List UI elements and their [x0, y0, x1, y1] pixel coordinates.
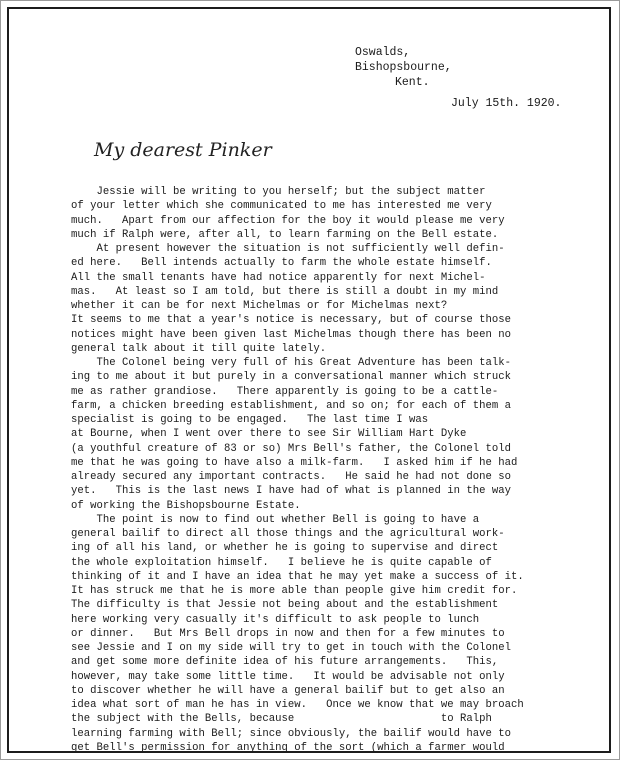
body-line: me as rather grandiose. There apparently is going to be a cattle- — [71, 385, 499, 398]
body-line: of your letter which she communicated to me has interested me very — [71, 200, 492, 213]
letter-body — [71, 185, 611, 755]
body-line: The point is now to find out whether Bell is going to have a — [71, 513, 480, 526]
body-line: here working very casually it's difficult to ask people to lunch — [71, 613, 480, 626]
body-line: ed here. Bell intends actually to farm the whole estate himself. — [71, 257, 492, 270]
letter-sheet — [7, 7, 611, 753]
body-line: the subject with the Bells, because to Ralph — [71, 713, 492, 726]
body-line: get Bell's permission for anything of the sort (which a farmer would — [71, 741, 505, 754]
body-line: It seems to me that a year's notice is necessary, but of course those — [71, 314, 512, 327]
body-line: ing of all his land, or whether he is going to supervise and direct — [71, 542, 499, 555]
body-line: (a youthful creature of 83 or so) Mrs Bell's father, the Colonel told — [71, 442, 512, 455]
body-line: farm, a chicken breeding establishment, and so on; for each of them a — [71, 399, 512, 412]
body-line: specialist is going to be engaged. The last time I was — [71, 414, 429, 426]
body-line: The Colonel being very full of his Great Adventure has been talk- — [71, 357, 512, 369]
address-line: Kent. — [395, 76, 430, 89]
body-line: idea what sort of man he has in view. Once we know that we may broach — [71, 699, 524, 711]
address-line: Oswalds, — [355, 46, 411, 59]
body-line: All the small tenants have had notice apparently for next Michel- — [71, 271, 486, 284]
body-line: or dinner. But Mrs Bell drops in now and then for a few minutes to — [71, 627, 505, 640]
body-line: mas. At least so I am told, but there is still a doubt in my mind — [71, 285, 499, 298]
body-line: Jessie will be writing to you herself; but the subject matter — [71, 186, 486, 198]
handwritten-salutation: My dearest Pinker — [94, 139, 272, 161]
body-line: to discover whether he will have a general bailif but to get also an — [71, 684, 505, 697]
body-line: general bailif to direct all those things and the agricultural work- — [71, 528, 505, 540]
body-line: whether it can be for next Michelmas or for Michelmas next? — [71, 300, 448, 312]
body-line: at Bourne, when I went over there to see Sir William Hart Dyke — [71, 428, 467, 441]
body-line: of working the Bishopsbourne Estate. — [71, 499, 301, 512]
body-line: ing to me about it but purely in a conversational manner which struck — [71, 371, 512, 384]
body-line: At present however the situation is not sufficiently well defin- — [71, 243, 505, 255]
body-line: me that he was going to have also a milk-farm. I asked him if he had — [71, 456, 518, 469]
body-line: The difficulty is that Jessie not being about and the establishment — [71, 599, 499, 612]
body-line: much if Ralph were, after all, to learn farming on the Bell estate. — [71, 228, 499, 241]
body-line: notices might have been given last Michelmas though there has been no — [71, 328, 512, 341]
body-line: general talk about it till quite lately. — [71, 342, 327, 355]
body-line: see Jessie and I on my side will try to get in touch with the Colonel — [71, 642, 512, 654]
body-line: and get some more definite idea of his future arrangements. This, — [71, 656, 499, 669]
body-line: It has struck me that he is more able than people give him credit for. — [71, 585, 518, 597]
body-line: thinking of it and I have an idea that he may yet make a success of it. — [71, 570, 524, 583]
body-line: much. Apart from our affection for the boy it would please me very — [71, 214, 505, 227]
body-line: learning farming with Bell; since obviously, the bailif would have to — [71, 727, 512, 740]
address-line: Bishopsbourne, — [355, 61, 452, 74]
body-line: the whole exploitation himself. I believe he is quite capable of — [71, 556, 492, 569]
body-line: yet. This is the last news I have had of what is planned in the way — [71, 485, 512, 498]
body-line: already secured any important contracts. He said he had not done so — [71, 471, 512, 483]
sender-address — [355, 45, 561, 111]
letter-date: July 15th. 1920. — [451, 97, 562, 110]
body-line: however, may take some little time. It would be advisable not only — [71, 670, 505, 683]
